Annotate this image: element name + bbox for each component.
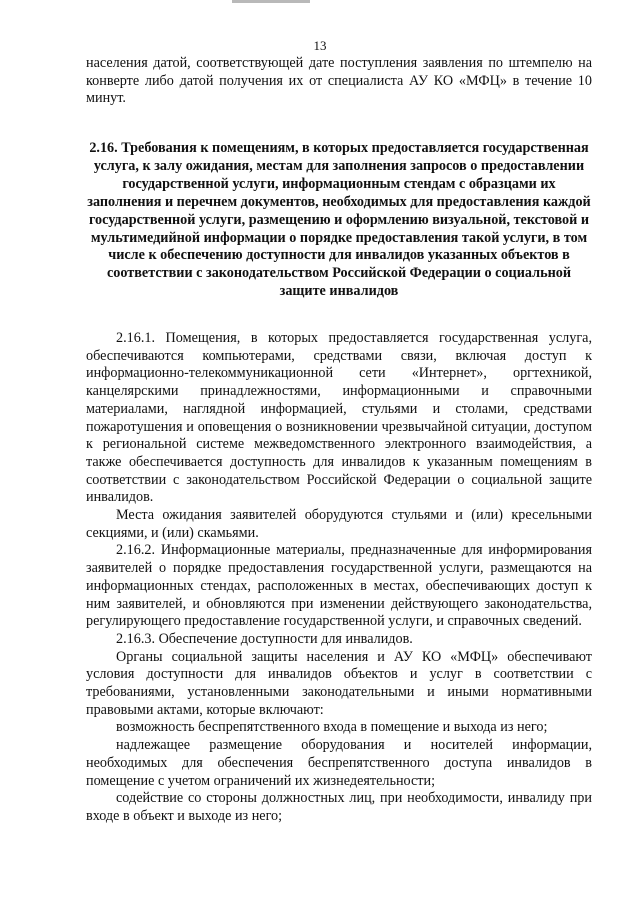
- section-heading: 2.16. Требования к помещениям, в которых предоставляется государственная услуга, к залу ожидания, местам для заполнения запросов о предоставлении государственной услуги, информационным стендам с образцами их заполнения и перечнем документов, необходимых для предоставления каждой государственной услуги, размещению и оформлению визуальной, текстовой и мультимедийной информации о порядке предоставления такой услуги, в том числе к обеспечению доступности для инвалидов указанных объектов в соответствии с законодательством Российской Федерации о социальной защите инвалидов: [87, 140, 591, 300]
- paragraph-2-16-3: 2.16.3. Обеспечение доступности для инвалидов.: [116, 630, 413, 647]
- section-body: [86, 330, 592, 826]
- paragraph-accessibility-conditions: Органы социальной защиты населения и АУ КО «МФЦ» обеспечивают условия доступности для инвалидов объектов и услуг в соответствии с требованиями, установленными законодательными и иными нормативными правовыми актами, которые включают:: [86, 648, 592, 718]
- list-item-staff-assistance: содействие со стороны должностных лиц, при необходимости, инвалиду при входе в объект и выходе из него;: [86, 790, 592, 824]
- intro-paragraph: населения датой, соответствующей дате поступления заявления по штемпелю на конверте либо датой получения их от специалиста АУ КО «МФЦ» в течение 10 минут.: [86, 55, 592, 107]
- paragraph-2-16-2: 2.16.2. Информационные материалы, предназначенные для информирования заявителей о порядке предоставления государственной услуги, размещаются на информационных стендах, расположенных в местах, обеспечивающих доступ к ним заявителей, и обновляются при изменении действующего законодательства, регулирующего предоставление государственной услуги, и справочных сведений.: [86, 542, 592, 630]
- paragraph-2-16-1: 2.16.1. Помещения, в которых предоставляется государственная услуга, обеспечиваются компьютерами, средствами связи, включая доступ к информационно-телекоммуникационной сети «Интернет», оргтехникой, канцелярскими принадлежностями, информационными и справочными материалами, наглядной информацией, стульями и столами, средствами пожаротушения и оповещения о возникновении чрезвычайной ситуации, доступом к региональной системе межведомственного электронного взаимодействия, а также обеспечивается доступность для инвалидов к указанным помещениям в соответствии с законодательством Российской Федерации о социальной защите инвалидов.: [86, 330, 592, 506]
- intro-block: [86, 55, 592, 108]
- paragraph-waiting-places: Места ожидания заявителей оборудуются стульями и (или) кресельными секциями, и (или) скамьями.: [86, 507, 592, 541]
- scan-edge-mark: [232, 0, 310, 3]
- list-item-entry-exit: возможность беспрепятственного входа в помещение и выхода из него;: [116, 719, 548, 736]
- list-item-equipment-placement: надлежащее размещение оборудования и носителей информации, необходимых для обеспечения беспрепятственного доступа инвалидов в помещение с учетом ограничений их жизнедеятельности;: [86, 737, 592, 789]
- page-number: 13: [313, 38, 327, 53]
